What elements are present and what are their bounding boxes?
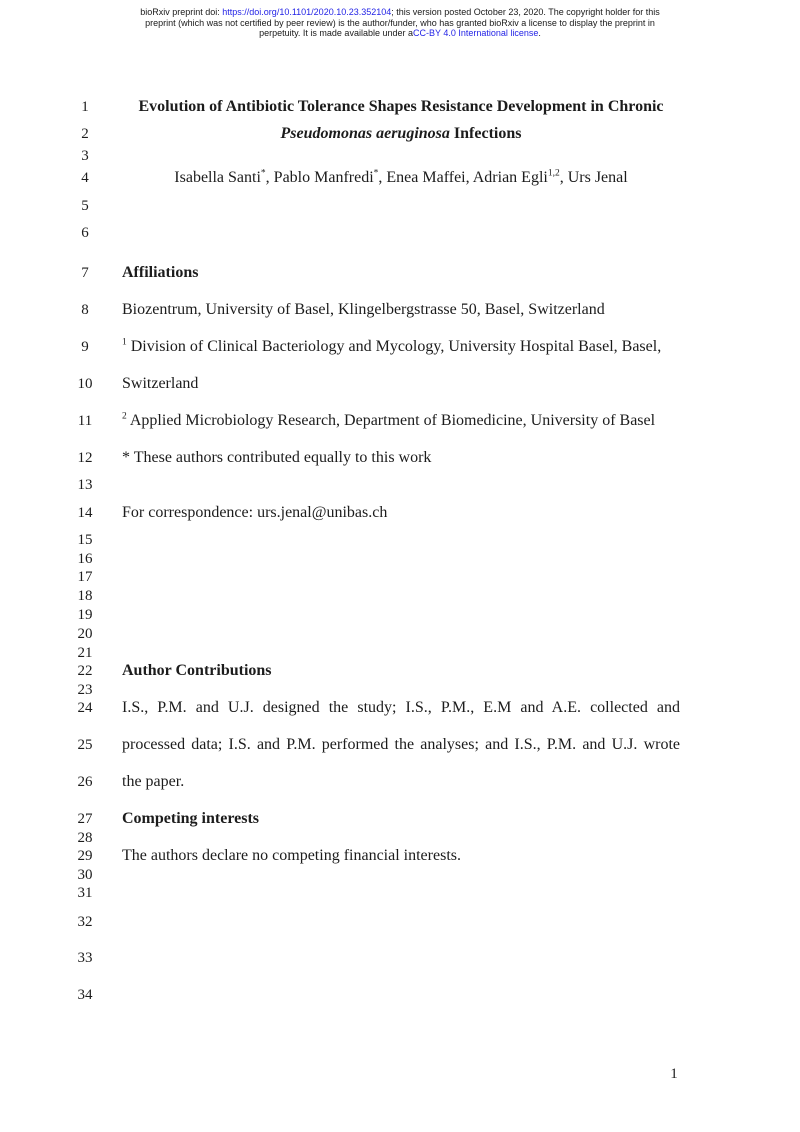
author-name: , Enea Maffei, Adrian Egli	[378, 169, 548, 186]
manuscript-line	[0, 772, 800, 792]
manuscript-line	[0, 196, 800, 216]
affiliation-text: Applied Microbiology Research, Department of Biomedicine, University of Basel	[126, 412, 656, 429]
line-number: 8	[81, 302, 89, 318]
affiliation-line	[122, 337, 680, 357]
contribution-text-line: processed data; I.S. and P.M. performed the analyses; and I.S., P.M. and U.J. wrote	[122, 736, 680, 753]
line-number: 12	[77, 450, 93, 466]
line-number: 20	[77, 626, 93, 642]
notice-line-2: preprint (which was not certified by peer review) is the author/funder, who has granted bioRxiv a license to display the preprint in	[145, 17, 655, 28]
line-number: 15	[77, 532, 93, 548]
line-number: 16	[77, 551, 93, 567]
manuscript-line	[0, 735, 800, 755]
affiliation-marker: 1	[122, 337, 127, 348]
line-number: 23	[77, 682, 93, 698]
manuscript-line	[0, 985, 800, 1005]
manuscript-line	[0, 411, 800, 431]
manuscript-line	[0, 223, 800, 243]
manuscript-line	[0, 643, 800, 663]
manuscript-line	[0, 586, 800, 606]
paper-title-line2	[122, 124, 680, 144]
footnote-marker: 1,2	[547, 168, 560, 179]
line-number: 21	[77, 645, 93, 661]
biorxiv-notice	[80, 7, 720, 39]
equal-contribution-note: * These authors contributed equally to this work	[122, 449, 432, 466]
author-contributions-heading: Author Contributions	[122, 662, 272, 679]
manuscript-line	[0, 146, 800, 166]
manuscript-line	[0, 567, 800, 587]
species-name: Pseudomonas aeruginosa	[280, 125, 450, 142]
author-name: Isabella Santi	[174, 169, 261, 186]
manuscript-line	[0, 549, 800, 569]
line-number: 33	[77, 950, 93, 966]
line-number: 2	[81, 126, 89, 142]
notice-post-doi-text: ; this version posted October 23, 2020. The copyright holder for this	[391, 7, 660, 17]
line-number: 6	[81, 225, 89, 241]
manuscript-line	[0, 912, 800, 932]
line-number: 27	[77, 811, 93, 827]
manuscript-line	[0, 809, 800, 829]
manuscript-line	[0, 97, 800, 117]
line-number: 18	[77, 588, 93, 604]
manuscript-line	[0, 530, 800, 550]
manuscript-line	[0, 846, 800, 866]
line-number: 22	[77, 663, 93, 679]
affiliation-line: Switzerland	[122, 375, 199, 392]
notice-line3-pre-text: perpetuity. It is made available under a	[259, 28, 413, 38]
line-number: 31	[77, 885, 93, 901]
line-number: 29	[77, 848, 93, 864]
manuscript-line	[0, 168, 800, 188]
line-number: 34	[77, 987, 93, 1003]
footnote-marker: *	[373, 168, 379, 179]
line-number: 19	[77, 607, 93, 623]
manuscript-line	[0, 698, 800, 718]
correspondence-line: For correspondence: urs.jenal@unibas.ch	[122, 504, 388, 521]
manuscript-line	[0, 948, 800, 968]
author-name: , Urs Jenal	[559, 169, 628, 186]
affiliation-text: Division of Clinical Bacteriology and Mycology, University Hospital Basel, Basel,	[126, 338, 662, 355]
competing-interests-text: The authors declare no competing financial interests.	[122, 847, 461, 864]
line-number: 1	[81, 99, 89, 115]
line-number: 9	[81, 339, 89, 355]
competing-interests-heading: Competing interests	[122, 810, 260, 827]
page-number: 1	[670, 1066, 678, 1082]
line-number: 30	[77, 867, 93, 883]
line-number: 17	[77, 569, 93, 585]
manuscript-line	[0, 475, 800, 495]
contribution-text-line: the paper.	[122, 773, 185, 790]
line-number: 10	[77, 376, 93, 392]
line-number: 13	[77, 477, 93, 493]
doi-link[interactable]: https://doi.org/10.1101/2020.10.23.352104	[222, 7, 392, 17]
line-number: 26	[77, 774, 93, 790]
manuscript-line	[0, 374, 800, 394]
line-number: 28	[77, 830, 93, 846]
line-number: 14	[77, 505, 93, 521]
manuscript-line	[0, 661, 800, 681]
line-number: 24	[77, 700, 93, 716]
notice-line-3	[80, 28, 720, 39]
line-number: 25	[77, 737, 93, 753]
line-number: 11	[77, 413, 93, 429]
license-link[interactable]: CC-BY 4.0 International license	[413, 28, 539, 38]
manuscript-line	[0, 448, 800, 468]
line-number: 3	[81, 148, 89, 164]
author-name: , Pablo Manfredi	[265, 169, 374, 186]
manuscript-line	[0, 337, 800, 357]
line-number: 7	[81, 265, 89, 281]
notice-line3-period: .	[538, 28, 541, 38]
line-number: 5	[81, 198, 89, 214]
contribution-text-line: I.S., P.M. and U.J. designed the study; I.S., P.M., E.M and A.E. collected and	[122, 699, 680, 716]
manuscript-line	[0, 680, 800, 700]
footnote-marker: *	[260, 168, 266, 179]
affiliations-heading: Affiliations	[122, 264, 199, 281]
affiliation-marker: 2	[122, 411, 127, 422]
affiliation-line	[122, 411, 680, 431]
manuscript-line	[0, 503, 800, 523]
paper-title-line1: Evolution of Antibiotic Tolerance Shapes Resistance Development in Chronic	[138, 98, 664, 115]
notice-line-1	[80, 7, 720, 18]
manuscript-line	[0, 624, 800, 644]
manuscript-line	[0, 865, 800, 885]
author-list	[122, 168, 680, 188]
line-number: 4	[81, 170, 89, 186]
manuscript-line	[0, 828, 800, 848]
manuscript-line	[0, 124, 800, 144]
notice-pre-doi-text: bioRxiv preprint doi:	[140, 7, 223, 17]
manuscript-line	[0, 883, 800, 903]
manuscript-line	[0, 263, 800, 283]
manuscript-line	[0, 605, 800, 625]
affiliation-line: Biozentrum, University of Basel, Klingelbergstrasse 50, Basel, Switzerland	[122, 301, 605, 318]
title-line2-rest: Infections	[449, 125, 522, 142]
manuscript-line	[0, 300, 800, 320]
line-number: 32	[77, 914, 93, 930]
